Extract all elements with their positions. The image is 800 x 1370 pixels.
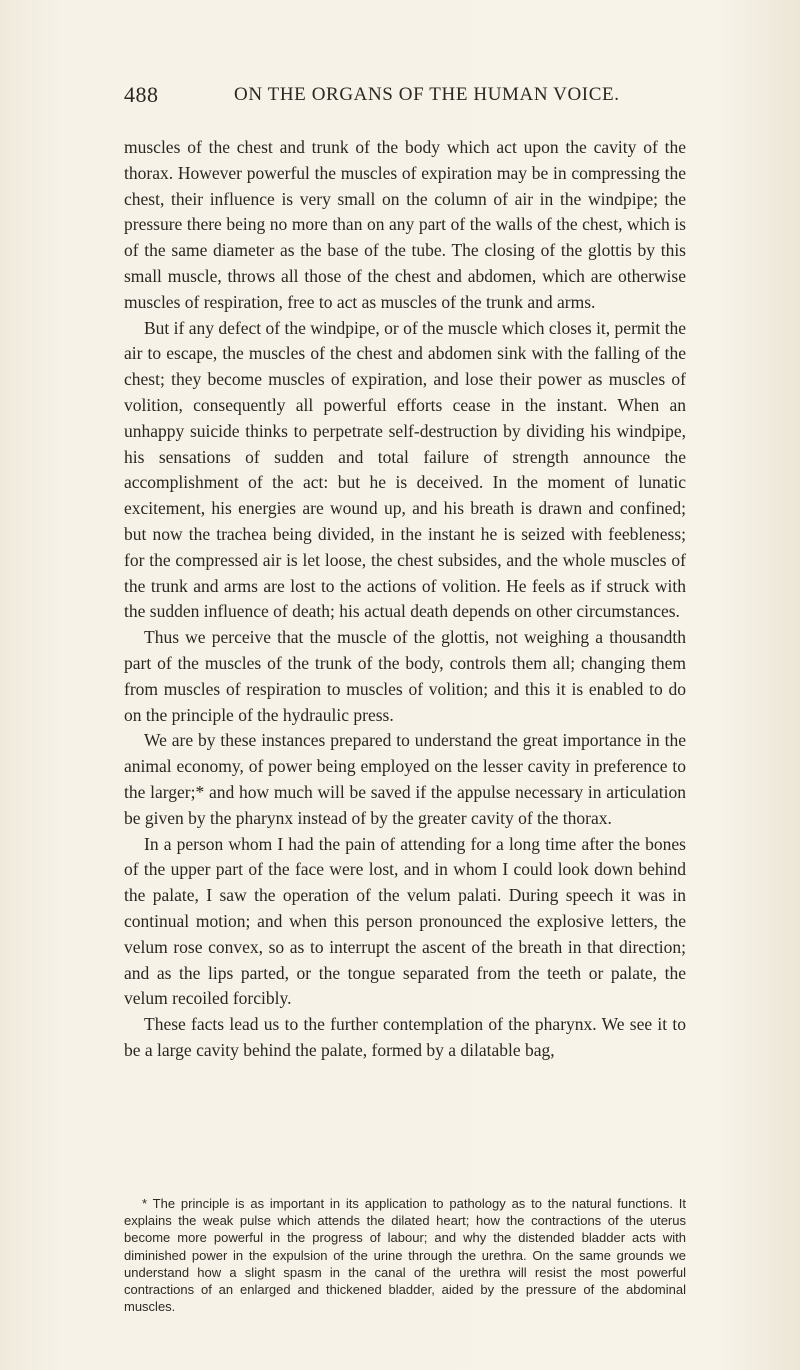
running-head: ON THE ORGANS OF THE HUMAN VOICE. [234,84,620,105]
paragraph-1: muscles of the chest and trunk of the body which act upon the cavity of the thorax. However powerful the muscles of expiration may be in compressing the chest, their influence is very small on the column of air in the windpipe; the pressure there being no more than on any part of the walls of the chest, which is of the same diameter as the base of the tube. The closing of the glottis by this small muscle, throws all those of the chest and abdomen, which are otherwise muscles of respiration, free to act as muscles of the trunk and arms. [124,137,686,312]
footnote-text: * The principle is as important in its application to pathology as to the natural functions. It explains the weak pulse which attends the dilated heart; how the contractions of the uterus become more powerful in the progress of labour; and why the distended bladder acts with diminished power in the expulsion of the urine through the urethra. On the same grounds we understand how a slight spasm in the canal of the urethra will resist the most powerful contractions of an enlarged and thickened bladder, aided by the pressure of the abdominal muscles. [124,1196,686,1315]
footnote [124,1195,686,1315]
page-number: 488 [124,82,159,107]
paragraph-5: In a person whom I had the pain of attending for a long time after the bones of the upper part of the face were lost, and in whom I could look down behind the palate, I saw the operation of the velum palati. During speech it was in continual motion; and when this person pronounced the explosive letters, the velum rose convex, so as to interrupt the ascent of the breath in that direction; and as the lips parted, or the tongue separated from the teeth or palate, the velum recoiled forcibly. [124,833,686,1009]
paragraph-4: We are by these instances prepared to understand the great importance in the animal economy, of power being employed on the lesser cavity in preference to the larger;* and how much will be saved if the appulse necessary in articulation be given by the pharynx instead of by the greater cavity of the thorax. [124,730,686,828]
paragraph-2: But if any defect of the windpipe, or of the muscle which closes it, permit the air to escape, the muscles of the chest and abdomen sink with the falling of the chest; they become muscles of expiration, and lose their power as muscles of volition, consequently all powerful efforts cease in the instant. When an unhappy suicide thinks to perpetrate self-destruction by dividing his windpipe, his sensations of sudden and total failure of strength announce the accomplishment of the act: but he is deceived. In the moment of lunatic excitement, his energies are wound up, and his breath is drawn and confined; but now the trachea being divided, in the instant he is seized with feebleness; for the compressed air is let loose, the chest subsides, and the whole muscles of the trunk and arms are lost to the actions of volition. He feels as if struck with the sudden influence of death; his actual death depends on other circumstances. [124,317,686,622]
page-header [124,82,684,110]
body-text [124,135,686,1064]
paragraph-3: Thus we perceive that the muscle of the glottis, not weighing a thousandth part of the muscles of the trunk of the body, controls them all; changing them from muscles of respiration to muscles of volition; and this it is enabled to do on the principle of the hydraulic press. [124,627,686,725]
paragraph-6: These facts lead us to the further contemplation of the pharynx. We see it to be a large cavity behind the palate, formed by a dilatable bag, [124,1014,686,1060]
